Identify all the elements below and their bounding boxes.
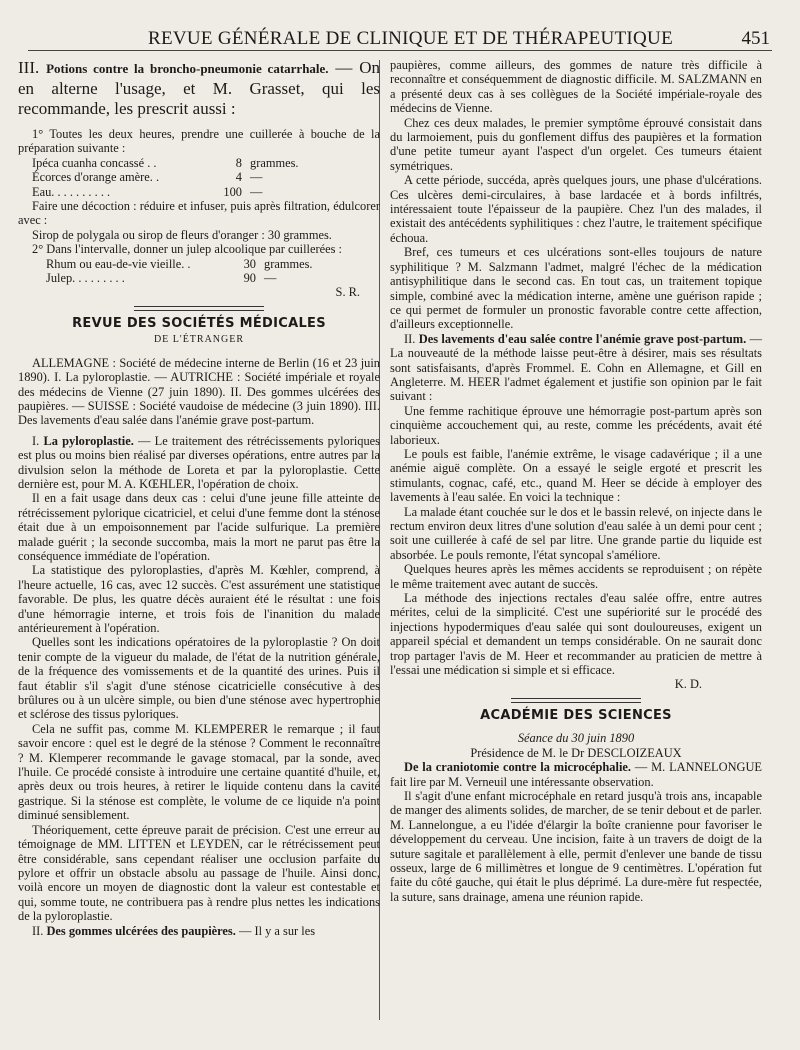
societes-summary: ALLEMAGNE : Société de médecine interne de Berlin (16 et 23 juin 1890). I. La pyloroplastie. — AUTRICHE : Société impériale et royale des médecins de Vienne (27 juin 1890). II. Des gommes ulcérées des paupières. — SUISSE : Société vaudoise de médecine (3 juin 1890). III. Des lavements d'eau salée dans l'anémie grave post-partum.	[18, 355, 380, 428]
gommes-p1: paupières, comme ailleurs, des gommes de nature très difficile à reconnaître et conséquemment de diagnostic difficile. M. SALZMANN en a présenté deux cas à ses collègues de la Société impériale-royale des médecins de Vienne.	[390, 58, 762, 116]
recipe-line: Rhum ou eau-de-vie vieille. . 30 grammes.	[46, 256, 313, 271]
recipe-line: Eau. . . . . . . . . . 100 —	[32, 184, 263, 199]
section-rule	[511, 698, 641, 703]
signature-kd: K. D.	[674, 677, 702, 692]
craniotomie-heading: De la craniotomie contre la microcéphalie. — M. LANNELONGUE fait lire par M. Verneuil une intéressante observation.	[390, 760, 762, 789]
left-column	[18, 58, 380, 938]
item-1: 1° Toutes les deux heures, prendre une cuillerée à bouche de la préparation suivante :	[18, 127, 380, 156]
societes-subtitle: DE L'ÉTRANGER	[153, 334, 245, 346]
item-2: 2° Dans l'intervalle, donner un julep alcoolique par cuillerées :	[32, 242, 342, 257]
lavements-p3: Le pouls est faible, l'anémie extrême, le visage cadavérique ; il a une anémie aiguë complète. On a essayé le seigle ergoté et prescrit les stimulants, cognac, café, etc., quand M. Heer se décide à employer des lavements à l'eau salée. En voici la technique :	[390, 446, 762, 505]
lavements-p4: La malade étant couchée sur le dos et le bassin relevé, on injecte dans le rectum environ deux litres d'une solution d'eau salée à un demi pour cent ; soit une cuillerée à café de sel par litre. Une grande partie du liquide est absorbée. Le pouls remonte, l'état syncopal s'améliore.	[390, 504, 762, 562]
lavements-p5: Quelques heures après les mêmes accidents se reproduisent ; on répète le même traitement avec autant de succès.	[390, 562, 762, 591]
pyloroplastie-p5: Cela ne suffit pas, comme M. KLEMPERER le remarque ; il faut savoir encore : quel est le degré de la sténose ? Comment le reconnaître ? M. Klemperer recommande le gavage stomacal, par la sonde, avec l'huile. Ce procédé consiste à introduire une certaine quantité d'huile, et, après deux ou trois heures, à retirer le liquide contenu dans la cavité gastrique. Si la sténose est complète, le volume de ce liquide n'a point diminué sensiblement.	[18, 721, 380, 823]
recipe-line: Ipéca cuanha concassé . . 8 grammes.	[32, 155, 299, 170]
sirop-text: Sirop de polygala ou sirop de fleurs d'oranger : 30 grammes.	[32, 227, 332, 242]
pyloroplastie-p6: Théoriquement, cette épreuve parait de précision. C'est une erreur au témoignage de MM. LITTEN et LEYDEN, car le rétrécissement peut être considérable, sans cependant réaliser une occlusion parfaite du pylore et offrir un obstacle absolu au passage de l'huile. Ainsi donc, voilà encore un moyen de diagnostic dont la valeur est contestable et qui, somme toute, ne contribuera pas à rendre plus nettes les indications de la pyloroplastie.	[18, 822, 380, 924]
pyloroplastie-title: La pyloroplastie.	[43, 433, 134, 448]
potions-title: Potions contre la broncho-pneumonie catarrhale.	[46, 61, 329, 76]
recipe-line: Écorces d'orange amère. . 4 —	[32, 170, 263, 185]
running-title: REVUE GÉNÉRALE DE CLINIQUE ET DE THÉRAPEUTIQUE	[148, 28, 673, 49]
pyloroplastie-p3: La statistique des pyloroplasties, d'après M. Kœhler, comprend, à l'heure actuelle, 16 cas, avec 12 succès. C'est assurément une statistique favorable. De plus, les quatre décès auraient été le résultat : une fois d'une hémorragie interne, et trois fois de l'inanition du malade antérieurement à l'opération.	[18, 563, 380, 635]
right-column	[390, 58, 762, 904]
page-number: 451	[741, 28, 770, 49]
page-header	[28, 24, 772, 51]
section-rule	[134, 306, 264, 311]
gommes-p3: A cette période, succéda, après quelques jours, une phase d'ulcérations. Ces ulcères demi-circulaires, à base lardacée et à bords infiltrés, intéressaient toute l'épaisseur de la paupière. Chez l'un des malades, il existait des antécédents syphilitiques : chez l'autre, le traitement spécifique échoua.	[390, 173, 762, 245]
pyloroplastie-p1: I. La pyloroplastie. — Le traitement des rétrécissements pyloriques est plus ou moins bien réalisé par diverses opérations, entre autres par la divulsion selon la méthode de Loreta et par la pyloroplastie. Cette dernière est, pour M. A. KŒHLER, l'opération de choix.	[18, 433, 380, 491]
lavements-p6: La méthode des injections rectales d'eau salée offre, entre autres mérites, celui de la simplicité. C'est une supériorité sur le procédé des injections hypodermiques d'eau salée qui sont douloureuses, exigent un appareil spécial et demandent un temps considérable. On ne saurait donc trop partager l'avis de M. Heer et recommander au praticien de mettre à l'essai une médication si simple et si efficace.	[390, 591, 762, 678]
craniotomie-title: De la craniotomie contre la microcéphalie.	[404, 760, 631, 775]
lavements-p2: Une femme rachitique éprouve une hémorragie post-partum après son cinquième accouchement qui, au reste, comme les précédents, avait été laborieux.	[390, 403, 762, 447]
presidence: Présidence de M. le Dr DESCLOIZEAUX	[470, 745, 682, 760]
gommes-p2: Chez ces deux malades, le premier symptôme éprouvé consistait dans du larmoiement, puis du gonflement diffus des paupières et la formation d'une petite tumeur ayant l'aspect d'un orgelet. Ces tumeurs étaient symétriques.	[390, 115, 762, 173]
seance-date: Séance du 30 juin 1890	[517, 731, 635, 746]
potions-intro: — On en alterne l'usage, et M. Grasset, qui les recommande, les prescrit aussi :	[18, 58, 381, 118]
recipe-2	[18, 257, 380, 286]
gommes-title: Des gommes ulcérées des paupières.	[46, 923, 236, 938]
lavements-title: Des lavements d'eau salée contre l'anémie grave post-partum.	[418, 331, 747, 346]
recipe-line: Julep. . . . . . . . . 90 —	[46, 271, 277, 286]
potions-heading: III. Potions contre la broncho-pneumonie catarrhale. — On en alterne l'usage, et M. Grasset, qui les recommande, les prescrit aussi :	[18, 58, 381, 118]
gommes-p4: Bref, ces tumeurs et ces ulcérations sont-elles toujours de nature syphilitique ? M. Salzmann l'admet, malgré l'échec de la médication antisyphilitique dans le second cas. En tout cas, un traitement topique simple, combiné avec la médication interne, amène une guérison rapide ; ce qui permet de formuler un pronostic favorable contre cette affection, d'ailleurs exceptionnelle.	[390, 245, 762, 332]
societes-title: REVUE DES SOCIÉTÉS MÉDICALES	[72, 315, 326, 331]
academie-title: ACADÉMIE DES SCIENCES	[480, 707, 672, 723]
pyloroplastie-p2: Il en a fait usage dans deux cas : celui d'une jeune fille atteinte de rétrécissement pylorique cicatriciel, et celui d'une femme dont la sténose était due à un empoisonnement par l'acide sulfurique. La première malade guérit ; la seconde succomba, mais la mort ne parut pas être la conséquence immédiate de l'opération.	[18, 491, 380, 563]
recipe-1	[18, 156, 380, 199]
pyloroplastie-p4: Quelles sont les indications opératoires de la pyloroplastie ? On doit tenir compte de la vigueur du malade, de l'état de la nutrition générale, de la fréquence des vomissements et de la quantité des urines. Puis il faut établir s'il s'agit d'une sténose cicatricielle consécutive à des brûlures ou à un ulcère simple, ou bien d'une sténose avec hypertrophie et sclérose des tissus pyloriques.	[18, 635, 380, 722]
lavements-p1: II. Des lavements d'eau salée contre l'anémie grave post-partum. — La nouveauté de la méthode laisse peut-être à désirer, mais ses résultats sont satisfaisants, d'après Frommel. E. Cohn en Allemagne, et Gill en Angleterre. M. HEER l'admet également et justifie son opinion par le fait suivant :	[390, 331, 762, 404]
signature-sr: S. R.	[335, 285, 360, 300]
craniotomie-p1: Il s'agit d'une enfant microcéphale en retard jusqu'à trois ans, incapable de manger des aliments solides, de marcher, de se tenir debout et de parler. M. Lannelongue, a eu l'idée d'élargir la boîte cranienne pour favoriser le développement du cerveau. Une incision, faite à un travers de doigt de la suture sagitale et parallèlement à elle, permit d'enlever une bande de tissu osseux, large de 6 millimètres et longue de 9 centimètres. L'opération fut faite du côté gauche, qui était le plus déprimé. La dure-mère fut respectée, la suture, sans drainage, amena une réunion rapide.	[390, 788, 762, 904]
decoction-text: Faire une décoction : réduire et infuser, puis après filtration, édulcorer avec :	[18, 199, 380, 228]
gommes-heading: II. Des gommes ulcérées des paupières. — Il y a sur les	[32, 923, 316, 938]
